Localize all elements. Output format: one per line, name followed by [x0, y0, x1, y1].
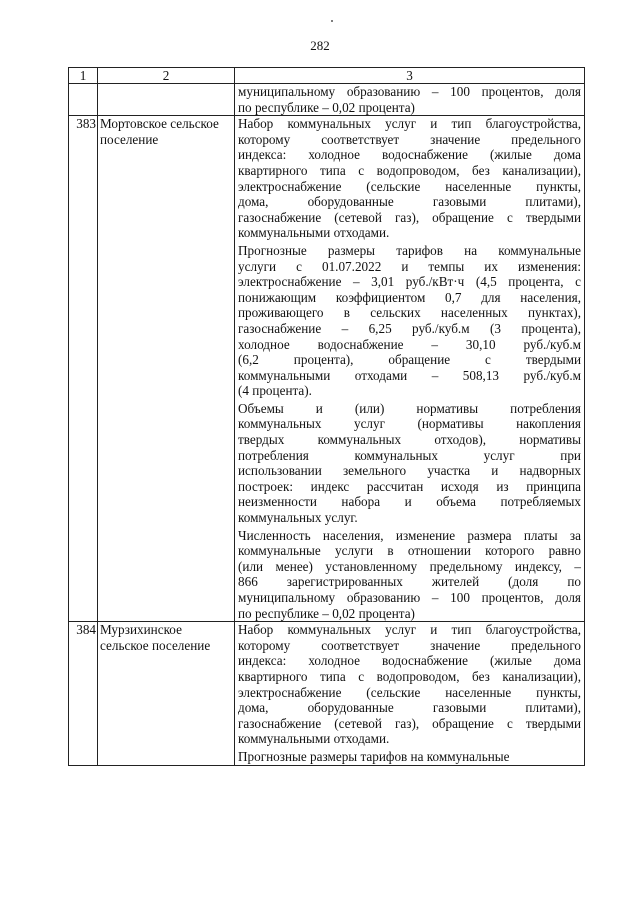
row-number: 383 [69, 116, 98, 622]
description-paragraph [238, 243, 581, 399]
description-paragraph [238, 528, 581, 622]
description-cell [235, 622, 585, 765]
description-paragraph [238, 116, 581, 241]
column-header-3: 3 [235, 68, 585, 84]
settlement-name: Мурзихинское сельское поселение [98, 622, 235, 765]
description-cell [235, 116, 585, 622]
table-header-row [69, 68, 585, 84]
text-line: Набор коммунальных услуг и тип благоустройства, [238, 622, 581, 638]
text-line: твердых коммунальных отходов), нормативы [238, 432, 581, 448]
text-line: потребления коммунальных услуг при [238, 447, 581, 463]
text-line: которому соответствует значение предельного [238, 131, 581, 147]
text-line: 866 зарегистрированных жителей (доля по [238, 574, 581, 590]
text-line: коммунальными отходами – 508,13 руб./куб.м [238, 367, 581, 383]
description-paragraph [238, 622, 581, 747]
text-line: Прогнозные размеры тарифов на коммунальные [238, 242, 581, 258]
text-line: неизменности набора и объема потребляемых [238, 494, 581, 510]
description-paragraph [238, 84, 581, 115]
text-line: (4 процента). [238, 383, 312, 399]
description-paragraph [238, 749, 581, 765]
scan-dot [331, 20, 333, 22]
text-line: коммунальных услуг (нормативы накопления [238, 416, 581, 432]
text-line: (или менее) установленному предельному индексу, – [238, 558, 581, 574]
text-line: газоснабжение (сетевой газ), обращение с твердыми [238, 209, 581, 225]
text-line: электроснабжение (сельские населенные пункты, [238, 684, 581, 700]
text-line: индекса: холодное водоснабжение (жилые дома [238, 147, 581, 163]
text-line: Объемы и (или) нормативы потребления [238, 400, 581, 416]
text-line: Прогнозные размеры тарифов на коммунальные [238, 748, 510, 764]
text-line: холодное водоснабжение – 30,10 руб./куб.м [238, 336, 581, 352]
text-line: электроснабжение – 3,01 руб./кВт·ч (4,5 процента, с [238, 274, 581, 290]
text-line: дома, оборудованные газовыми плитами), [238, 700, 581, 716]
text-line: по республике – 0,02 процента) [238, 605, 415, 621]
text-line: услуги с 01.07.2022 и темпы их изменения: [238, 258, 581, 274]
text-line: коммунальные услуги в отношении которого равно [238, 543, 581, 559]
column-header-2: 2 [98, 68, 235, 84]
text-line: понижающим коэффициентом 0,7 для населения, [238, 289, 581, 305]
text-line: газоснабжение (сетевой газ), обращение с твердыми [238, 715, 581, 731]
text-line: коммунальными отходами. [238, 225, 390, 241]
text-line: проживающего в сельских населенных пунктах), [238, 305, 581, 321]
table-row [69, 84, 585, 116]
text-line: квартирного типа с водопроводом, без канализации), [238, 162, 581, 178]
text-line: коммунальных услуг. [238, 510, 358, 526]
text-line: муниципальному образованию – 100 процентов, доля [238, 84, 581, 99]
row-number: 384 [69, 622, 98, 765]
settlement-name [98, 84, 235, 116]
municipal-index-table [68, 67, 585, 766]
table-row [69, 116, 585, 622]
text-line: коммунальными отходами. [238, 731, 390, 747]
column-header-1: 1 [69, 68, 98, 84]
table-row [69, 622, 585, 765]
text-line: по республике – 0,02 процента) [238, 99, 415, 115]
page-number: 282 [310, 38, 330, 53]
description-paragraph [238, 401, 581, 526]
text-line: индекса: холодное водоснабжение (жилые дома [238, 653, 581, 669]
text-line: Численность населения, изменение размера платы за [238, 527, 581, 543]
description-cell [235, 84, 585, 116]
text-line: построек: индекс рассчитан исходя из принципа [238, 478, 581, 494]
text-line: Набор коммунальных услуг и тип благоустройства, [238, 116, 581, 132]
row-number [69, 84, 98, 116]
text-line: которому соответствует значение предельного [238, 637, 581, 653]
text-line: муниципальному образованию – 100 процентов, доля [238, 590, 581, 605]
text-line: электроснабжение (сельские населенные пункты, [238, 178, 581, 194]
text-line: газоснабжение – 6,25 руб./куб.м (3 процента), [238, 320, 581, 336]
settlement-name: Мортовское сельское поселение [98, 116, 235, 622]
text-line: (6,2 процента), обращение с твердыми [238, 352, 581, 368]
text-line: дома, оборудованные газовыми плитами), [238, 194, 581, 210]
text-line: квартирного типа с водопроводом, без канализации), [238, 668, 581, 684]
text-line: использовании земельного участка и надворных [238, 463, 581, 479]
